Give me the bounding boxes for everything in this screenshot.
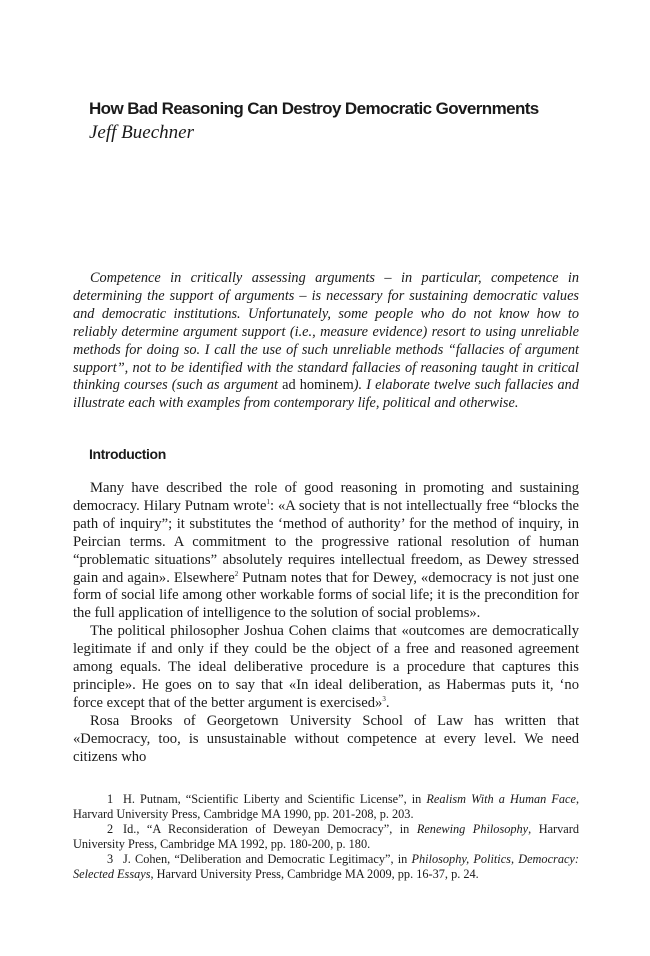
paragraph: [73, 480, 579, 623]
footnote-ref: 3: [382, 695, 386, 704]
abstract: [73, 270, 579, 413]
footnote-title: Renewing Philosophy: [416, 822, 529, 837]
footnote-number: 1: [107, 792, 114, 806]
footnote-text: Id., “A Reconsideration of Deweyan Democracy”, in: [123, 822, 417, 837]
footnote-ref: 2: [234, 569, 239, 578]
article-title: How Bad Reasoning Can Destroy Democratic Governments: [89, 99, 539, 118]
paragraph-text: The political philosopher Joshua Cohen claims that «outcomes are democratically legitimate if and only if they could be the object of a free and reasoned agreement among equals. The ideal deliberative procedure is a procedure that captures this principle». He goes on to say that «In ideal deliberation, as Habermas puts it, ‘no force except that of the better argument is exercised»: [73, 623, 579, 711]
footnote-text: J. Cohen, “Deliberation and Democratic Legitimacy”, in: [123, 852, 412, 867]
paragraph: [73, 713, 579, 767]
footnote-number: 3: [107, 852, 114, 867]
paragraph-text: Many have described the role of good reasoning in promoting and sustaining democracy. Hilary Putnam wrote: [73, 480, 579, 514]
footnote: [73, 852, 579, 882]
paragraph-text: : «A society that is not intellectually free “blocks the path of inquiry”; it substitutes the ‘method of authority’ for the method of inquiry, in Peircian terms. A commitment to the progressive rational resolution of human “problematic situations” absolutely requires intellectual freedom, as Dewey stressed gain and again». Elsewhere: [73, 497, 579, 586]
paragraph-text: Putnam notes that for Dewey, «democracy is not just one form of social life among other workable forms of social life; it is the precondition for the full application of intelligence to the solution of social problems».: [73, 569, 580, 622]
paragraph: [73, 623, 579, 713]
article-author: Jeff Buechner: [89, 122, 194, 143]
footnote-number: 2: [107, 822, 114, 837]
footnote-title: Realism With a Human Face: [426, 792, 576, 806]
section-heading: Introduction: [89, 446, 166, 462]
abstract-upright-term: ad hominem: [282, 377, 354, 394]
footnote-text: , Harvard University Press, Cambridge MA 1990, pp. 201-208, p. 203.: [73, 792, 580, 822]
footnote-text: , Harvard University Press, Cambridge MA 2009, pp. 16-37, p. 24.: [150, 867, 479, 882]
footnote-text: H. Putnam, “Scientific Liberty and Scientific License”, in: [123, 792, 427, 806]
footnote-text: , Harvard University Press, Cambridge MA 1992, pp. 180-200, p. 180.: [73, 822, 579, 852]
footnote: [73, 822, 579, 852]
body-text: [73, 480, 579, 767]
paragraph-text: .: [385, 694, 390, 711]
abstract-text-end: ). I elaborate twelve such fallacies and illustrate each with examples from contemporary life, political and otherwise.: [73, 377, 579, 412]
abstract-text: Competence in critically assessing arguments – in particular, competence in determining the support of arguments – is necessary for sustaining democratic values and democratic institutions. Unfortunately, some people who do not know how to reliably determine argument support (i.e., measure evidence) resort to using unreliable methods for doing so. I call the use of such unreliable methods “fallacies of argument support”, not to be identified with the standard fallacies of reasoning taught in critical thinking courses (such as argument: [73, 270, 579, 394]
footnote: [73, 792, 579, 822]
footnote-ref: 1: [266, 498, 270, 507]
paragraph-text: Rosa Brooks of Georgetown University School of Law has written that «Democracy, too, is unsustainable without competence at every level. We need citizens who: [73, 712, 579, 765]
footnotes: [73, 792, 579, 883]
footnote-title: Philosophy, Politics, Democracy: Selected Essays: [73, 852, 579, 882]
